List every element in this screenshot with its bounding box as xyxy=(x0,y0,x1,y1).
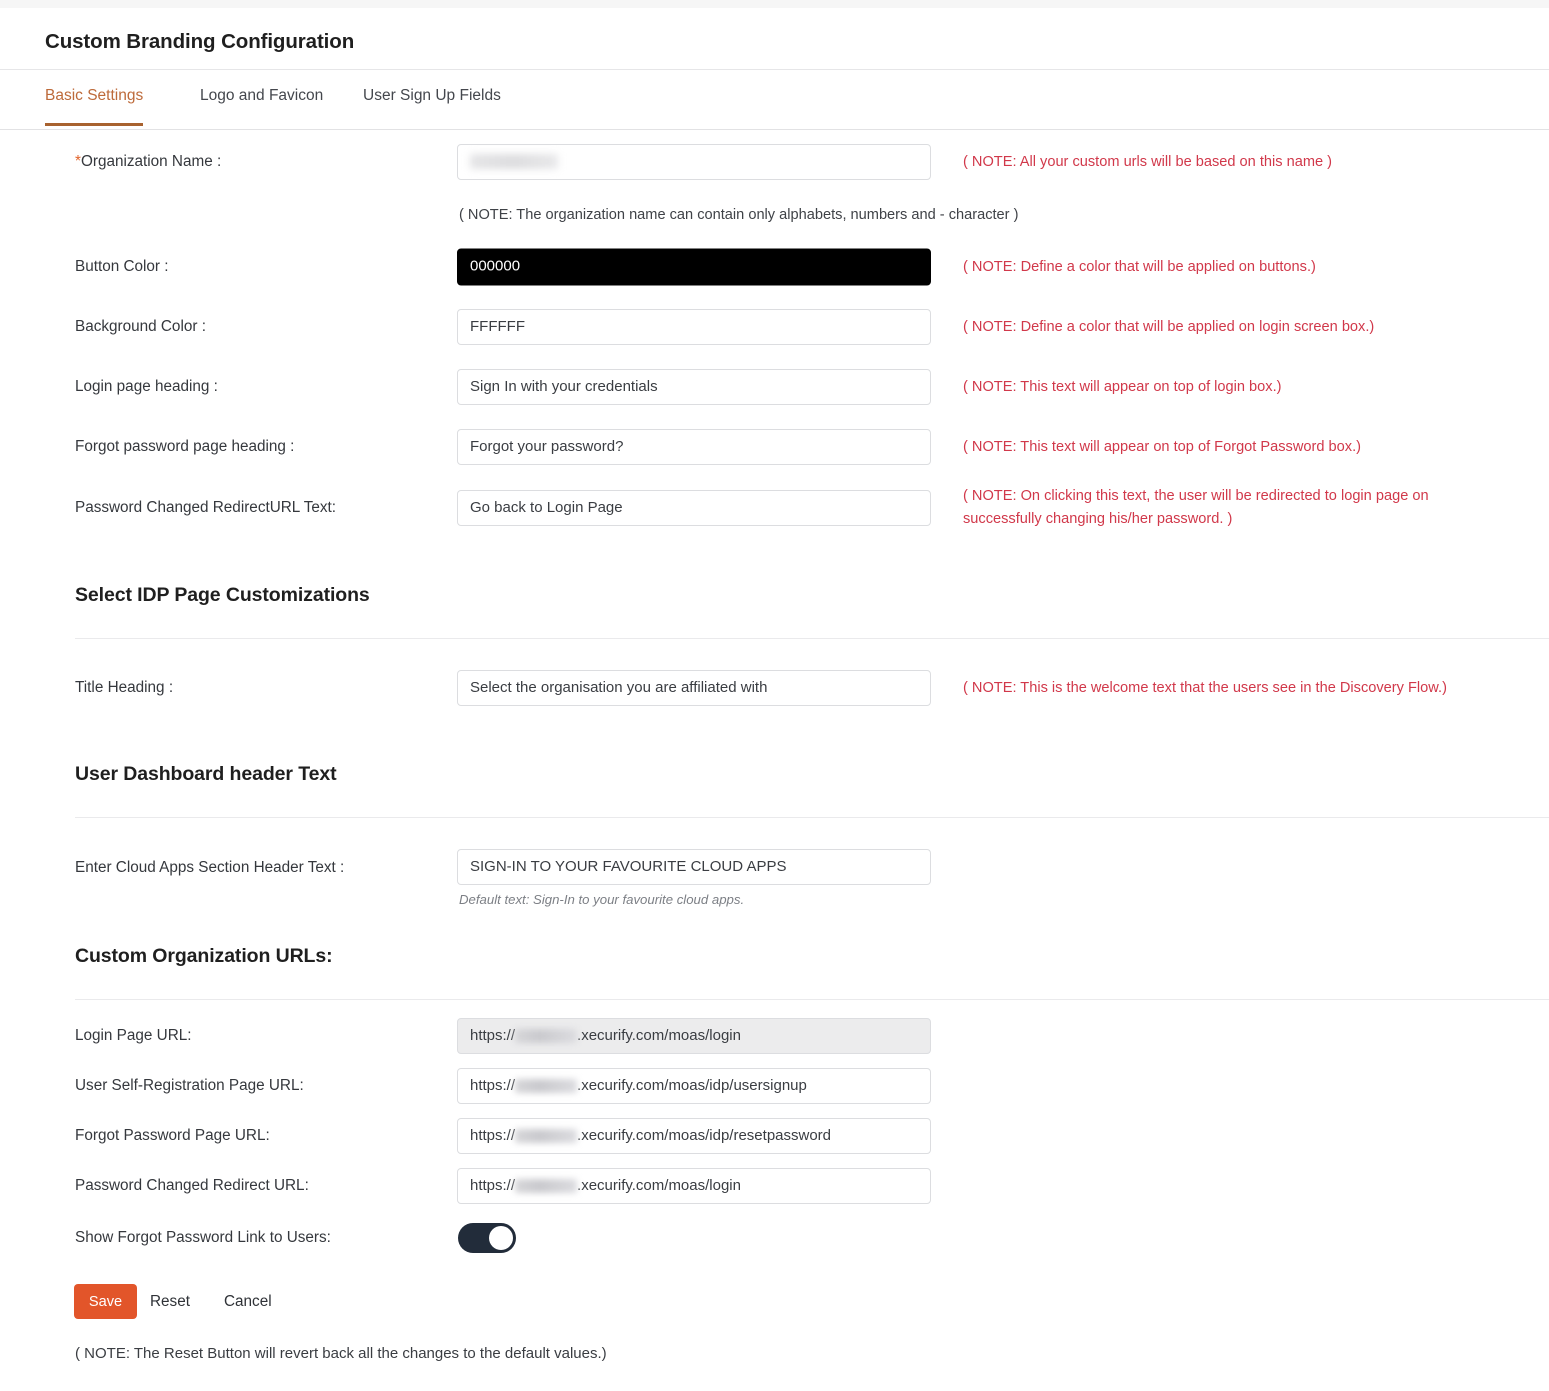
row-organization-name-subnote xyxy=(0,193,1549,237)
label-cloud-apps-header: Enter Cloud Apps Section Header Text : xyxy=(75,859,345,876)
login-page-heading-input[interactable]: Sign In with your credentials xyxy=(457,369,931,405)
section-idp xyxy=(0,539,1549,651)
row-password-changed-redirect-url xyxy=(0,1161,1549,1211)
redacted-subdomain xyxy=(515,1029,577,1043)
row-login-page-heading xyxy=(0,357,1549,417)
divider-idp xyxy=(75,638,1549,639)
note-forgot-password-page-heading: ( NOTE: This text will appear on top of Forgot Password box.) xyxy=(963,439,1361,455)
row-organization-name xyxy=(0,131,1549,193)
label-forgot-password-url: Forgot Password Page URL: xyxy=(75,1127,270,1144)
url-prefix: https:// xyxy=(470,1077,516,1094)
toggle-knob xyxy=(489,1226,513,1250)
url-suffix: .xecurify.com/moas/idp/usersignup xyxy=(577,1077,807,1094)
divider-dashboard xyxy=(75,817,1549,818)
row-cloud-apps-header xyxy=(0,833,1549,905)
label-title-heading: Title Heading : xyxy=(75,679,174,696)
login-page-url-input[interactable] xyxy=(457,1018,931,1054)
section-dashboard xyxy=(0,725,1549,833)
required-asterisk: * xyxy=(75,153,81,170)
url-suffix: .xecurify.com/moas/login xyxy=(577,1027,741,1044)
section-title-urls: Custom Organization URLs: xyxy=(75,945,333,967)
note-password-changed-redirecturl-text: ( NOTE: On clicking this text, the user will be redirected to login page on successfully changing his/her password. ) xyxy=(963,488,1429,527)
section-urls xyxy=(0,905,1549,1011)
settings-form xyxy=(0,131,1549,1381)
save-button[interactable]: Save xyxy=(74,1284,137,1319)
note-button-color: ( NOTE: Define a color that will be applied on buttons.) xyxy=(963,259,1316,275)
row-footer-note xyxy=(0,1341,1549,1381)
cloud-apps-header-input[interactable]: SIGN-IN TO YOUR FAVOURITE CLOUD APPS xyxy=(457,849,931,885)
forgot-password-page-heading-input[interactable]: Forgot your password? xyxy=(457,429,931,465)
forgot-password-url-input[interactable] xyxy=(457,1118,931,1154)
url-prefix: https:// xyxy=(470,1027,516,1044)
url-suffix: .xecurify.com/moas/login xyxy=(577,1177,741,1194)
section-title-idp: Select IDP Page Customizations xyxy=(75,584,370,606)
note-login-page-heading: ( NOTE: This text will appear on top of login box.) xyxy=(963,379,1282,395)
label-user-self-registration-url: User Self-Registration Page URL: xyxy=(75,1077,304,1094)
label-show-forgot-password: Show Forgot Password Link to Users: xyxy=(75,1229,331,1246)
label-password-changed-redirecturl-text: Password Changed RedirectURL Text: xyxy=(75,499,337,516)
note-organization-name: ( NOTE: All your custom urls will be based on this name ) xyxy=(963,154,1333,170)
tab-user-sign-up-fields[interactable]: User Sign Up Fields xyxy=(363,87,501,104)
row-button-color xyxy=(0,237,1549,297)
password-changed-redirect-url-input[interactable] xyxy=(457,1168,931,1204)
page-title: Custom Branding Configuration xyxy=(45,30,355,53)
tab-bar xyxy=(0,71,1549,130)
divider-urls xyxy=(75,999,1549,1000)
label-login-page-url: Login Page URL: xyxy=(75,1027,192,1044)
url-prefix: https:// xyxy=(470,1177,516,1194)
row-user-self-registration-url xyxy=(0,1061,1549,1111)
row-forgot-password-url xyxy=(0,1111,1549,1161)
subnote-organization-name: ( NOTE: The organization name can contain only alphabets, numbers and - character ) xyxy=(459,207,1019,223)
tab-logo-and-favicon[interactable]: Logo and Favicon xyxy=(200,87,324,104)
top-strip xyxy=(0,0,1549,8)
title-heading-input[interactable]: Select the organisation you are affiliated with xyxy=(457,670,931,706)
label-login-page-heading: Login page heading : xyxy=(75,378,218,395)
background-color-input[interactable]: FFFFFF xyxy=(457,309,931,345)
row-footer-actions xyxy=(0,1265,1549,1341)
row-title-heading xyxy=(0,651,1549,725)
row-forgot-password-page-heading xyxy=(0,417,1549,477)
user-self-registration-url-input[interactable] xyxy=(457,1068,931,1104)
page-header xyxy=(0,8,1549,70)
row-background-color xyxy=(0,297,1549,357)
label-password-changed-redirect-url: Password Changed Redirect URL: xyxy=(75,1177,309,1194)
redacted-subdomain xyxy=(515,1079,577,1093)
show-forgot-password-toggle[interactable] xyxy=(458,1223,516,1253)
tab-basic-settings[interactable]: Basic Settings xyxy=(45,87,143,126)
button-color-input[interactable]: 000000 xyxy=(457,249,931,286)
row-login-page-url xyxy=(0,1011,1549,1061)
url-prefix: https:// xyxy=(470,1127,516,1144)
label-background-color: Background Color : xyxy=(75,318,206,335)
label-organization-name: *Organization Name : xyxy=(75,153,222,170)
cancel-button[interactable]: Cancel xyxy=(224,1293,272,1310)
footer-note: ( NOTE: The Reset Button will revert back all the changes to the default values.) xyxy=(75,1345,607,1362)
section-title-dashboard: User Dashboard header Text xyxy=(75,763,337,785)
redacted-subdomain xyxy=(515,1179,577,1193)
row-password-changed-redirecturl-text xyxy=(0,477,1549,539)
default-text-cloud-apps-header: Default text: Sign-In to your favourite cloud apps. xyxy=(459,892,745,907)
password-changed-redirecturl-text-input[interactable]: Go back to Login Page xyxy=(457,490,931,526)
redacted-subdomain xyxy=(515,1129,577,1143)
note-background-color: ( NOTE: Define a color that will be applied on login screen box.) xyxy=(963,319,1375,335)
redacted-org-name xyxy=(470,154,558,169)
label-button-color: Button Color : xyxy=(75,258,169,275)
note-title-heading: ( NOTE: This is the welcome text that the users see in the Discovery Flow.) xyxy=(963,680,1447,696)
url-suffix: .xecurify.com/moas/idp/resetpassword xyxy=(577,1127,832,1144)
reset-button[interactable]: Reset xyxy=(150,1293,190,1310)
organization-name-input[interactable] xyxy=(457,144,931,180)
row-show-forgot-password-toggle xyxy=(0,1211,1549,1265)
label-forgot-password-page-heading: Forgot password page heading : xyxy=(75,438,295,455)
